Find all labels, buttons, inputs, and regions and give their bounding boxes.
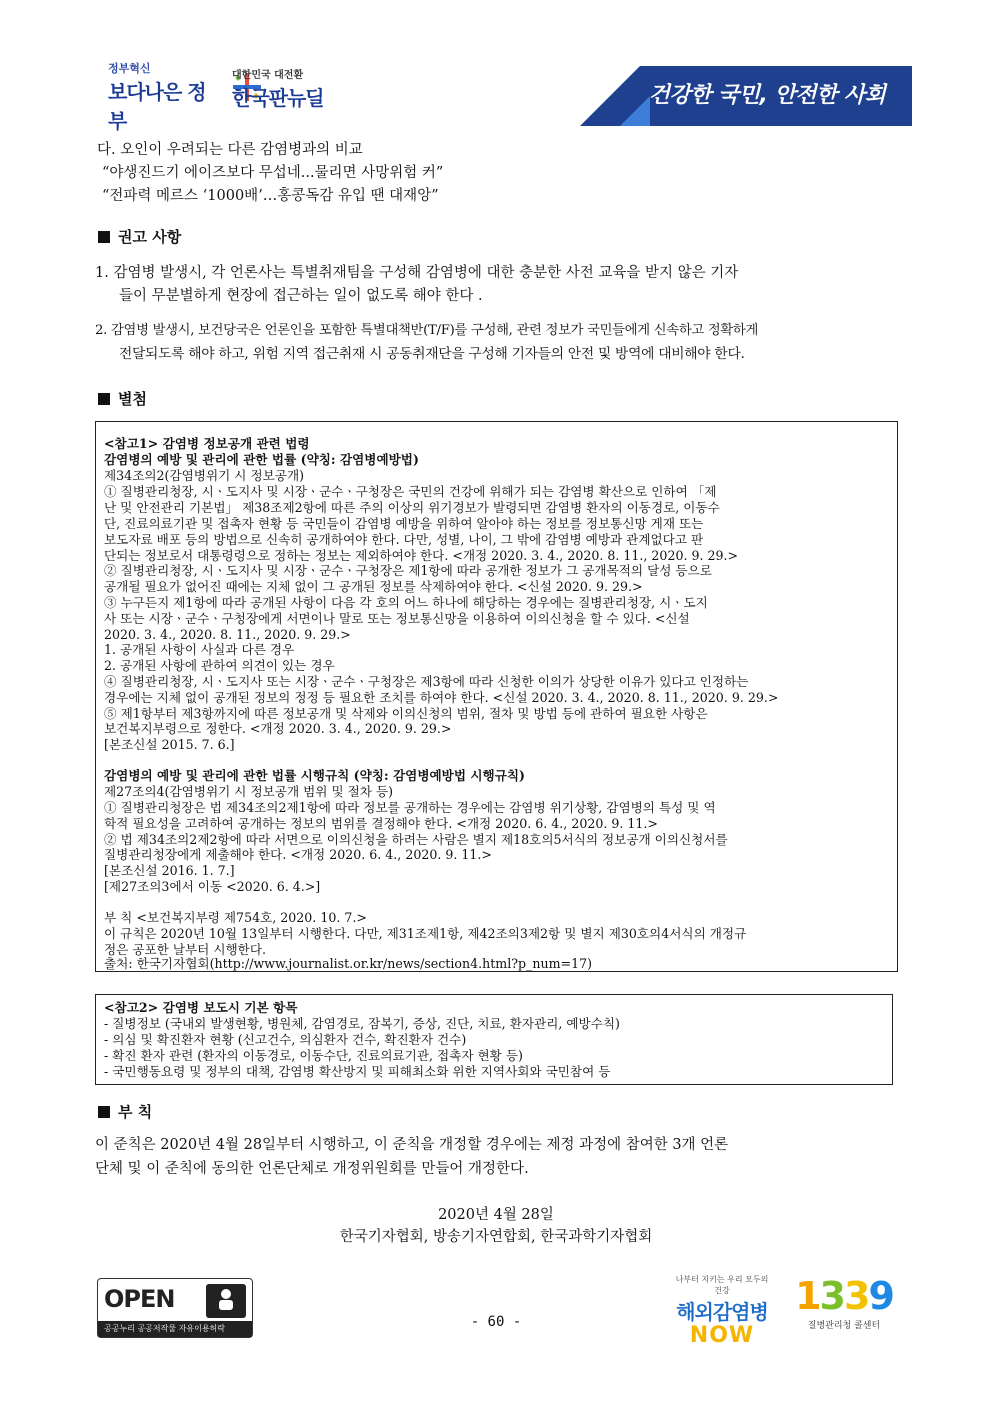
call-number: [788, 1274, 900, 1318]
ref1-line: 단, 진료의료기관 및 접촉자 현황 등 국민들이 감염병 예방을 위하여 알아야 하는 정보를 정보통신망 게재 또는: [104, 516, 704, 531]
ref1-source: 출처: 한국기자협회(http://www.journalist.or.kr/news/section4.html?p_num=17): [104, 957, 593, 971]
person-icon: [206, 1284, 246, 1318]
attribution-badge-icon: [206, 1284, 246, 1318]
ref1-line: 질병관리청장에게 제출해야 한다. <개정 2020. 6. 4., 2020. 9. 11.>: [104, 847, 492, 862]
open-caption: 공공누리 공공저작물 자유이용허락: [98, 1321, 252, 1337]
open-text: OPEN: [104, 1285, 175, 1313]
recommend-item-1b: 들이 무분별하게 현장에 접근하는 일이 없도록 해야 한다 .: [119, 288, 483, 304]
ref1-line: ④ 질병관리청장, 시ㆍ도지사 또는 시장ㆍ군수ㆍ구청장은 제3항에 따라 신청한 이의가 상당한 이유가 있다고 인정하는: [104, 674, 749, 689]
ref1-line: ③ 누구든지 제1항에 따라 공개된 사항이 다음 각 호의 어느 하나에 해당하는 경우에는 질병관리청장, 시ㆍ도지: [104, 595, 708, 610]
ref1-line: [제27조의3에서 이동 <2020. 6. 4.>]: [104, 879, 321, 894]
now-main-text: 해외감염병: [676, 1300, 768, 1324]
recommend-item-2a: 2. 감염병 발생시, 보건당국은 언론인을 포함한 특별대책반(T/F)를 구성해, 관련 정보가 국민들에게 신속하고 정확하게: [95, 323, 759, 338]
square-bullet-icon: [98, 231, 110, 243]
intro-line-1: 다. 오인이 우려되는 다른 감염병과의 비교: [97, 142, 363, 158]
recommend-item-1a: 1. 감염병 발생시, 각 언론사는 특별취재팀을 구성해 감염병에 대한 충분한 사전 교육을 받지 않은 기자: [95, 265, 739, 281]
ref1-line: ⑤ 제1항부터 제3항까지에 따른 정보공개 및 삭제와 이의신청의 범위, 절차 및 방법 등에 관하여 필요한 사항은: [104, 706, 708, 721]
ref1-line: 이 규칙은 2020년 10월 13일부터 시행한다. 다만, 제31조제1항, 제42조의3제2항 및 별지 제30호의4서식의 개정규: [104, 926, 747, 941]
logo2-small-text: 대한민국 대전환: [232, 70, 304, 81]
square-bullet-icon: [98, 393, 110, 405]
page-number: - 60 -: [470, 1314, 522, 1330]
signature-date: 2020년 4월 28일: [438, 1207, 554, 1223]
recommend-heading-text: 권고 사항: [118, 228, 182, 246]
ref1-line: 사 또는 시장ㆍ군수ㆍ구청장에게 서면이나 말로 또는 정보통신망을 이용하여 이의신청을 할 수 있다. <신설: [104, 611, 690, 626]
ref1-line: 학적 필요성을 고려하여 공개하는 정보의 범위를 결정해야 한다. <개정 2020. 6. 4., 2020. 9. 11.>: [104, 816, 658, 831]
now-small-text: 나부터 지키는 우리 모두의 건강: [675, 1275, 769, 1295]
kdca-call-center-logo: [788, 1274, 900, 1342]
ref1-line: ② 법 제34조의2제2항에 따라 서면으로 이의신청을 하려는 사람은 별지 제18호의5서식의 정보공개 이의신청서를: [104, 832, 728, 847]
ref1-line: [본조신설 2015. 7. 6.]: [104, 737, 235, 752]
korean-new-deal-logo: [232, 62, 372, 112]
square-bullet-icon: [98, 1106, 110, 1118]
ref1-line: 제34조의2(감염병위기 시 정보공개): [104, 468, 305, 483]
intro-line-2: “야생진드기 에이즈보다 무섭네...물리면 사망위험 커”: [102, 165, 444, 181]
ref1-line: ① 질병관리청장은 법 제34조의2제1항에 따라 정보를 공개하는 경우에는 감염병 위기상황, 감염병의 특성 및 역: [104, 800, 716, 815]
ref1-rule-title: 감염병의 예방 및 관리에 관한 법률 시행규칙 (약칭: 감염병예방법 시행규칙): [104, 768, 525, 783]
banner-slogan: 건강한 국민, 안전한 사회: [648, 83, 886, 108]
logo1-big-text: 보다나은 정부: [108, 80, 206, 133]
call-caption: 질병관리청 콜센터: [807, 1321, 881, 1331]
gov-innovation-logo: [108, 60, 218, 133]
ref1-line: 2020. 3. 4., 2020. 8. 11., 2020. 9. 29.>: [104, 627, 351, 642]
appendix-heading: [98, 388, 147, 409]
ref1-line: ① 질병관리청장, 시ㆍ도지사 및 시장ㆍ군수ㆍ구청장은 국민의 건강에 위해가 되는 감염병 확산으로 인하여 「제: [104, 484, 717, 499]
ref1-title: <참고1> 감염병 정보공개 관련 법령: [104, 436, 310, 451]
ref1-line: 정은 공포한 날부터 시행한다.: [104, 942, 266, 957]
ref1-line: 보건복지부령으로 정한다. <개정 2020. 3. 4., 2020. 9. 29.>: [104, 721, 452, 736]
overseas-infectious-disease-now-logo: [672, 1274, 772, 1348]
page-header: [0, 40, 992, 133]
call-digit: 3: [844, 1274, 869, 1318]
ref2-item: - 국민행동요령 및 정부의 대책, 감염병 확산방지 및 피해최소화 위한 지역사회와 국민참여 등: [104, 1064, 611, 1079]
now-sub-text: NOW: [689, 1323, 755, 1348]
call-digit: 9: [868, 1274, 893, 1318]
call-digit: 1: [795, 1274, 820, 1318]
ref1-line: 부 칙 <보건복지부령 제754호, 2020. 10. 7.>: [104, 910, 367, 925]
reference-box-2: [95, 994, 893, 1085]
intro-line-3: “전파력 메르스 ‘1000배’…홍콩독감 유입 땐 대재앙”: [102, 188, 439, 204]
ref1-line: 1. 공개된 사항이 사실과 다른 경우: [104, 642, 295, 657]
call-digit: 3: [819, 1274, 844, 1318]
ref1-line: 2. 공개된 사항에 관하여 의견이 있는 경우: [104, 658, 335, 673]
supplement-line-1: 이 준칙은 2020년 4월 28일부터 시행하고, 이 준칙을 개정할 경우에는 제정 과정에 참여한 3개 언론: [95, 1137, 729, 1153]
ref2-item: - 질병정보 (국내외 발생현황, 병원체, 감염경로, 잠복기, 증상, 진단, 치료, 환자관리, 예방수칙): [104, 1016, 620, 1031]
reference-box-1: [95, 421, 898, 972]
ref2-item: - 확진 환자 관련 (환자의 이동경로, 이동수단, 진료의료기관, 접촉자 현황 등): [104, 1048, 523, 1063]
ref1-line: ② 질병관리청장, 시ㆍ도지사 및 시장ㆍ군수ㆍ구청장은 제1항에 따라 공개한 정보가 그 공개목적의 달성 등으로: [104, 563, 712, 578]
ref1-line: 제27조의4(감염병위기 시 정보공개 범위 및 절차 등): [104, 784, 394, 799]
supplement-heading: [98, 1101, 152, 1122]
logo1-small-text: 정부혁신: [108, 62, 151, 75]
ref1-line: [본조신설 2016. 1. 7.]: [104, 863, 235, 878]
signature-orgs: 한국기자협회, 방송기자연합회, 한국과학기자협회: [339, 1229, 653, 1245]
ref1-line: 단되는 정보로서 대통령령으로 정하는 정보는 제외하여야 한다. <개정 2020. 3. 4., 2020. 8. 11., 2020. 9. 29.>: [104, 548, 739, 563]
ref1-law-title: 감염병의 예방 및 관리에 관한 법률 (약칭: 감염병예방법): [104, 452, 419, 467]
appendix-heading-text: 별첨: [118, 390, 147, 408]
ref1-line: 난 및 안전관리 기본법」 제38조제2항에 따른 주의 이상의 위기경보가 발령되면 감염병 환자의 이동경로, 이동수: [104, 500, 720, 515]
supplement-line-2: 단체 및 이 준칙에 동의한 언론단체로 개정위원회를 만들어 개정한다.: [95, 1161, 529, 1177]
page-footer: [0, 1270, 992, 1350]
ref1-line: 공개될 필요가 없어진 때에는 지체 없이 그 공개된 정보를 삭제하여야 한다. <신설 2020. 9. 29.>: [104, 579, 643, 594]
logo2-big-text: 한국판뉴딜: [232, 86, 324, 110]
ref1-line: 보도자료 배포 등의 방법으로 신속히 공개하여야 한다. 다만, 성별, 나이, 그 밖에 감염병 예방과 관계없다고 판: [104, 532, 704, 547]
recommend-heading: [98, 226, 181, 247]
ref2-item: - 의심 및 확진환자 현황 (신고건수, 의심환자 건수, 확진환자 건수): [104, 1032, 467, 1047]
supplement-heading-text: 부 칙: [118, 1103, 153, 1121]
ref1-line: 경우에는 지체 없이 공개된 정보의 정정 등 필요한 조치를 하여야 한다. <신설 2020. 3. 4., 2020. 8. 11., 2020. 9. 29.>: [104, 690, 779, 705]
recommend-item-2b: 전달되도록 해야 하고, 위험 지역 접근취재 시 공동취재단을 구성해 기자들의 안전 및 방역에 대비해야 한다.: [119, 346, 745, 362]
ref2-title: <참고2> 감염병 보도시 기본 항목: [104, 1000, 298, 1015]
